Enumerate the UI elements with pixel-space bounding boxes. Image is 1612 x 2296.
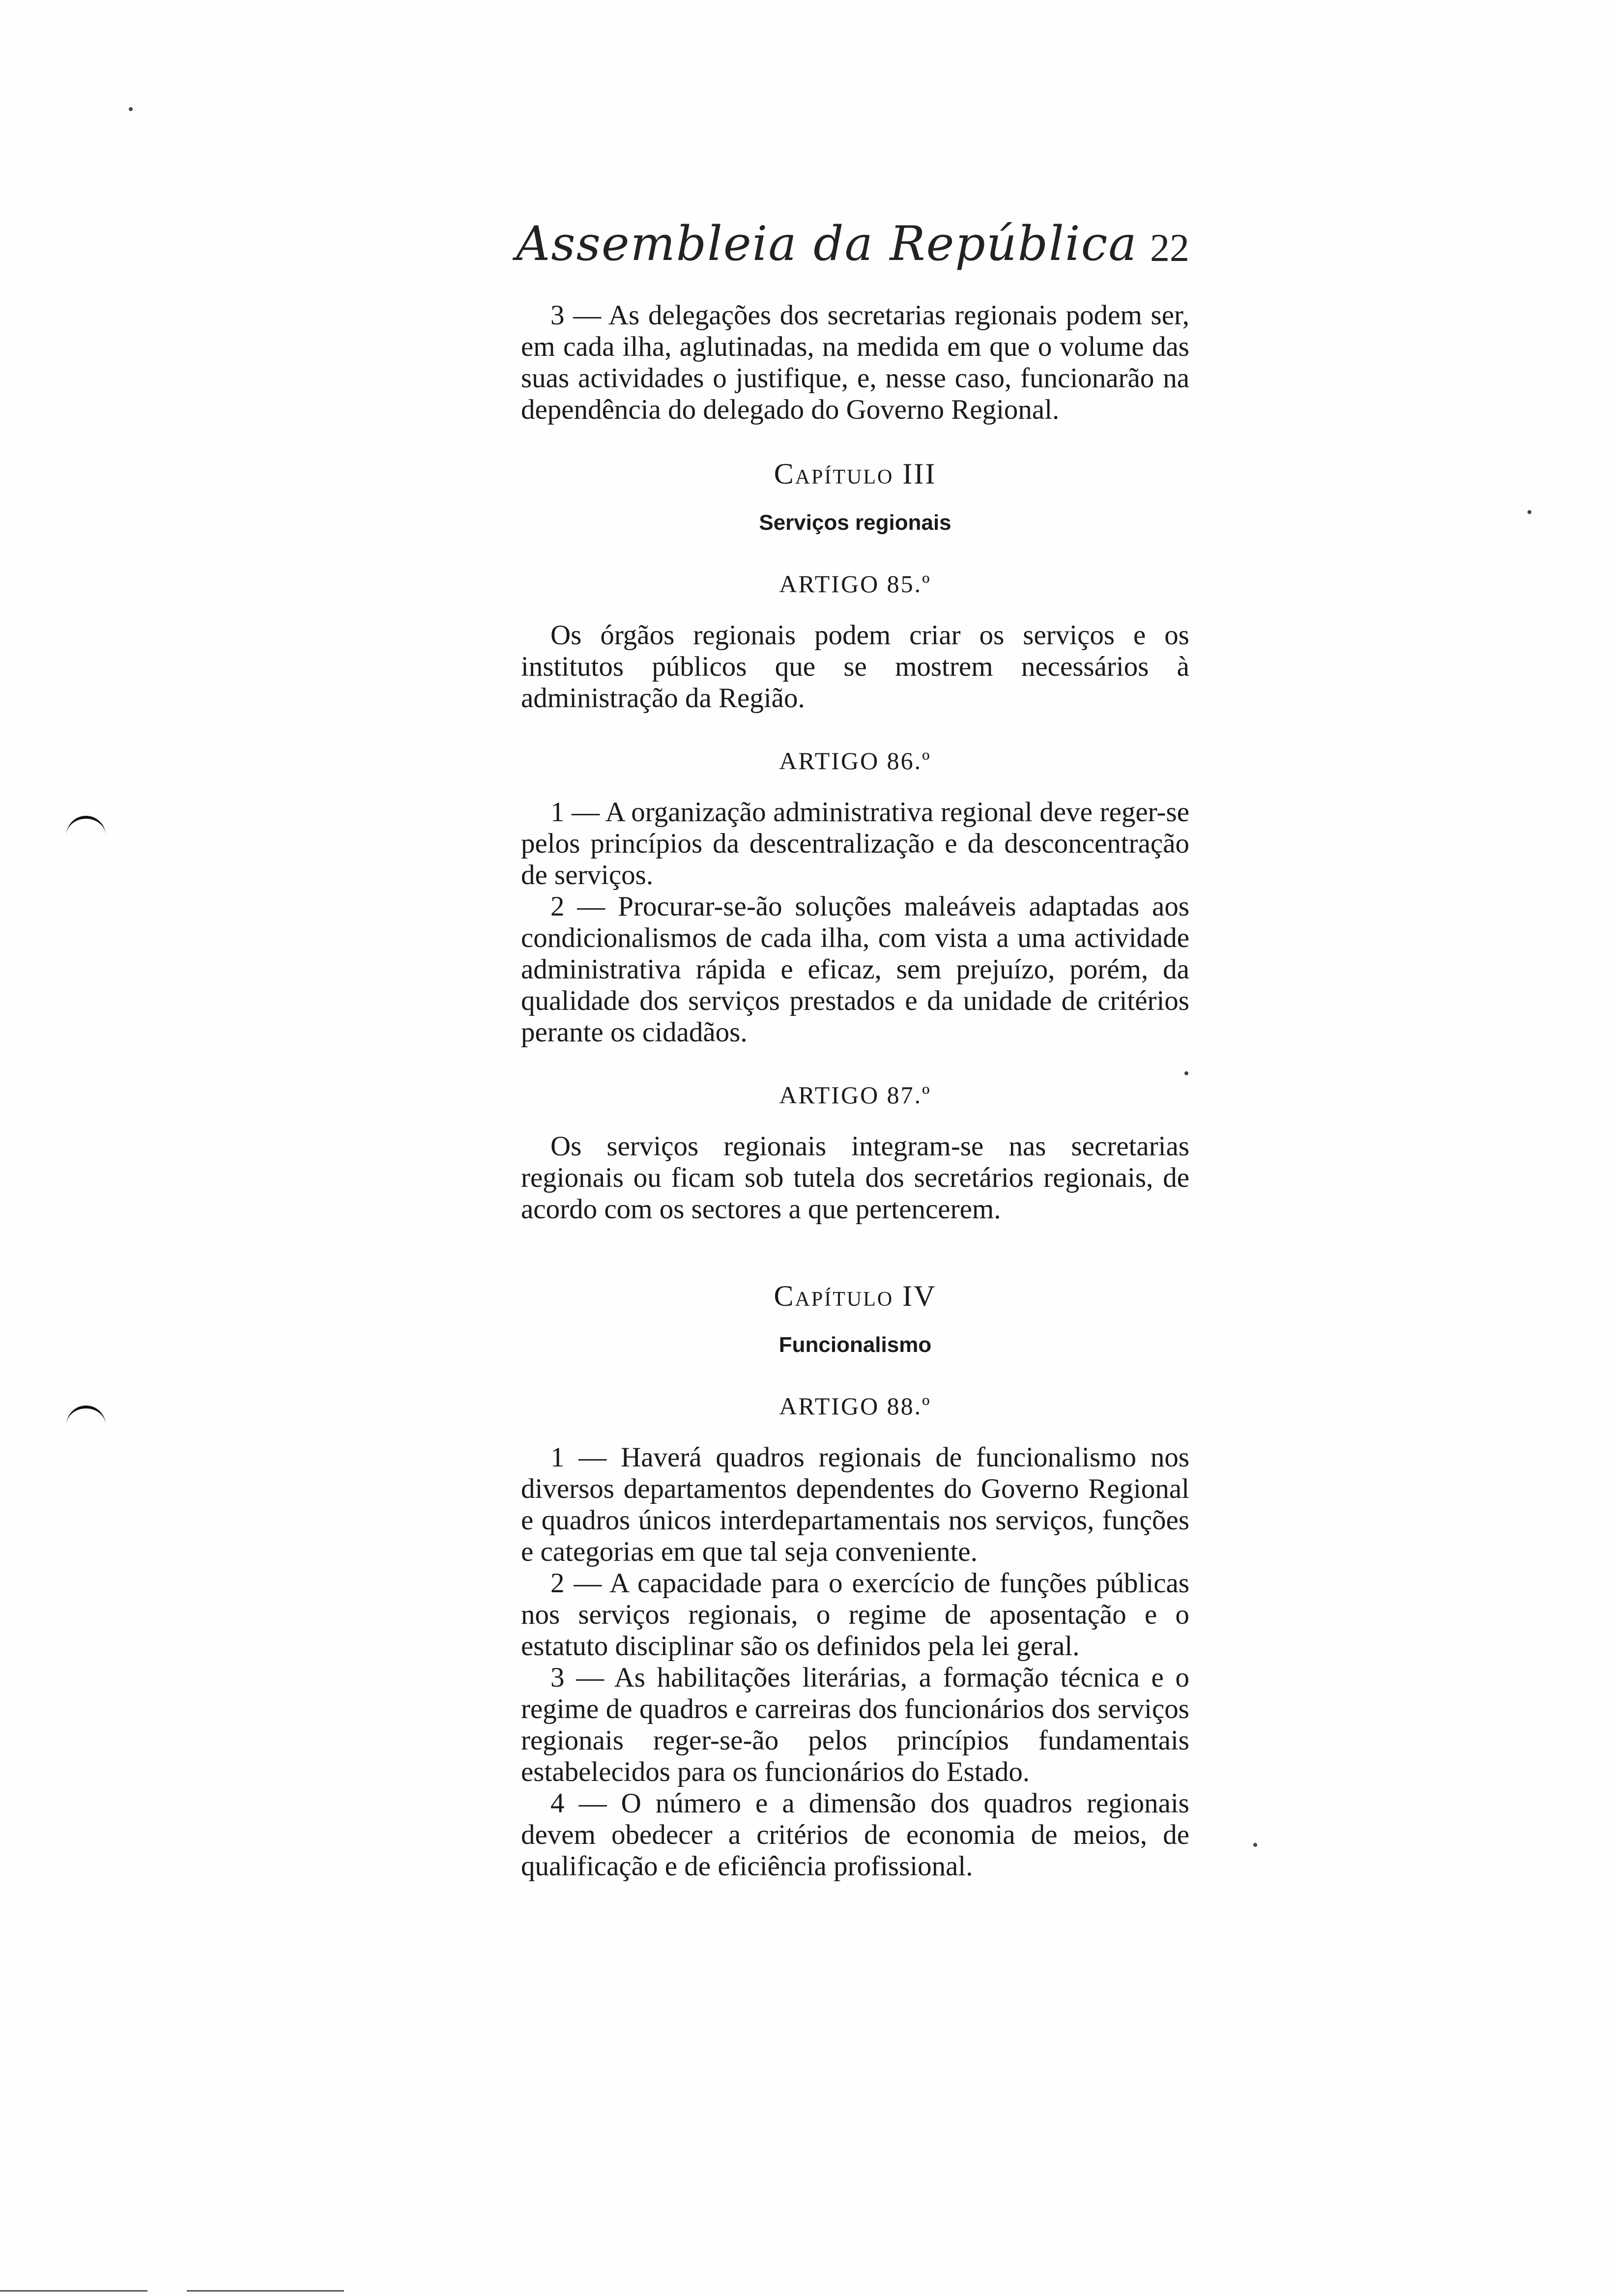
chapter-3-title: Capítulo III xyxy=(774,458,937,490)
page-number: 22 xyxy=(1150,227,1189,270)
scan-speck xyxy=(1253,1843,1257,1847)
article-86-title: ARTIGO 86.º xyxy=(779,747,931,775)
scan-speck xyxy=(1527,510,1531,514)
article-85-title: ARTIGO 85.º xyxy=(779,570,931,598)
article-88-paragraph-3: 3 — As habilitações literárias, a formação técnica e o regime de quadros e carreiras dos funcionários dos serviços regionais reger-se-ão pelos princípios fundamentais estabelecidos para os funcionários do Estado. xyxy=(521,1662,1189,1787)
article-88-paragraph-1: 1 — Haverá quadros regionais de funcionalismo nos diversos departamentos dependentes do Governo Regional e quadros únicos interdepartamentais nos serviços, funções e categorias em que tal seja conveniente. xyxy=(521,1442,1189,1567)
chapter-3-subtitle: Serviços regionais xyxy=(759,511,951,535)
bottom-edge-rule xyxy=(0,2290,147,2292)
scan-speck xyxy=(129,107,133,111)
punch-hole-mark-bottom xyxy=(66,1406,106,1428)
page-header xyxy=(516,216,1194,285)
article-88-title: ARTIGO 88.º xyxy=(779,1392,931,1420)
article-86-paragraph-1: 1 — A organização administrativa regional deve reger-se pelos princípios da descentralização e da desconcentração de serviços. xyxy=(521,797,1189,890)
chapter-4-subtitle: Funcionalismo xyxy=(778,1333,932,1357)
article-86-paragraph-2: 2 — Procurar-se-ão soluções maleáveis adaptadas aos condicionalismos de cada ilha, com vista a uma actividade administrativa rápida e eficaz, sem prejuízo, porém, da qualidade dos serviços prestados e da unidade de critérios perante os cidadãos. xyxy=(521,891,1189,1048)
header-title: Assembleia da República xyxy=(516,216,1138,271)
text-column xyxy=(521,300,1189,1882)
punch-hole-mark-top xyxy=(66,816,106,838)
intro-paragraph: 3 — As delegações dos secretarias regionais podem ser, em cada ilha, aglutinadas, na medida em que o volume das suas actividades o justifique, e, nesse caso, funcionarão na dependência do delegado do Governo Regional. xyxy=(521,300,1189,425)
bottom-edge-rule xyxy=(187,2290,344,2292)
chapter-4-title: Capítulo IV xyxy=(774,1280,937,1312)
article-88-paragraph-4: 4 — O número e a dimensão dos quadros regionais devem obedecer a critérios de economia de meios, de qualificação e de eficiência profissional. xyxy=(521,1788,1189,1882)
article-87-paragraph-1: Os serviços regionais integram-se nas secretarias regionais ou ficam sob tutela dos secretários regionais, de acordo com os sectores a que pertencerem. xyxy=(521,1131,1189,1225)
article-87-title: ARTIGO 87.º xyxy=(779,1081,931,1109)
scan-speck xyxy=(1184,1071,1188,1075)
article-85-paragraph-1: Os órgãos regionais podem criar os serviços e os institutos públicos que se mostrem necessários à administração da Região. xyxy=(521,620,1189,714)
article-88-paragraph-2: 2 — A capacidade para o exercício de funções públicas nos serviços regionais, o regime de aposentação e o estatuto disciplinar são os definidos pela lei geral. xyxy=(521,1568,1189,1662)
